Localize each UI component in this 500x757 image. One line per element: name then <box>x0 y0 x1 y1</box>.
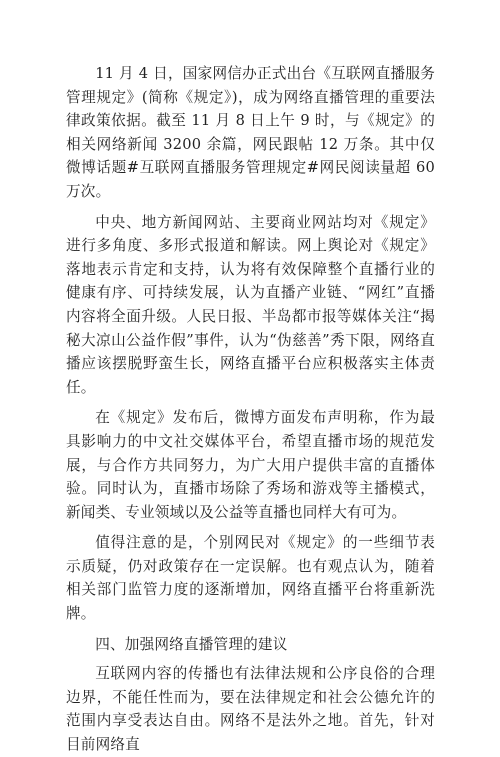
paragraph-netizen-doubts: 值得注意的是，个别网民对《规定》的一些细节表示质疑，仍对政策存在一定误解。也有观点认为，随着相关部门监管力度的逐渐增加，网络直播平台将重新洗牌。 <box>66 534 435 623</box>
paragraph-media-coverage: 中央、地方新闻网站、主要商业网站均对《规定》进行多角度、多形式报道和解读。网上舆论对《规定》落地表示肯定和支持，认为将有效保障整个直播行业的健康有序、可持续发展，认为直播产业链、“网红”直播内容将全面升级。人民日报、半岛都市报等媒体关注“揭秘大凉山公益作假”事件，认为“伪慈善”秀下限，网络直播应该摆脱野蛮生长，网络直播平台应积极落实主体责任。 <box>66 213 435 396</box>
section-heading: 四、加强网络直播管理的建议 <box>95 635 288 653</box>
paragraph-regulation-release: 11 月 4 日，国家网信办正式出台《互联网直播服务管理规定》(简称《规定》)，成为网络直播管理的重要法律政策依据。截至 11 月 8 日上午 9 时，与《规定》的相关网络新闻 3200 余篇，网民跟帖 12 万条。其中仅微博话题#互联网直播服务管理规定#网民阅读量超 60 万次。 <box>66 65 435 200</box>
paragraph-suggestions: 互联网内容的传播也有法律法规和公序良俗的合理边界，不能任性而为，要在法律规定和社会公德允许的范围内享受表达自由。网络不是法外之地。首先，针对目前网络直 <box>66 665 435 754</box>
paragraph-weibo-statement: 在《规定》发布后，微博方面发布声明称，作为最具影响力的中文社交媒体平台，希望直播市场的规范发展，与合作方共同努力，为广大用户提供丰富的直播体验。同时认为，直播市场除了秀场和游戏等主播模式，新闻类、专业领域以及公益等直播也同样大有可为。 <box>66 409 435 521</box>
